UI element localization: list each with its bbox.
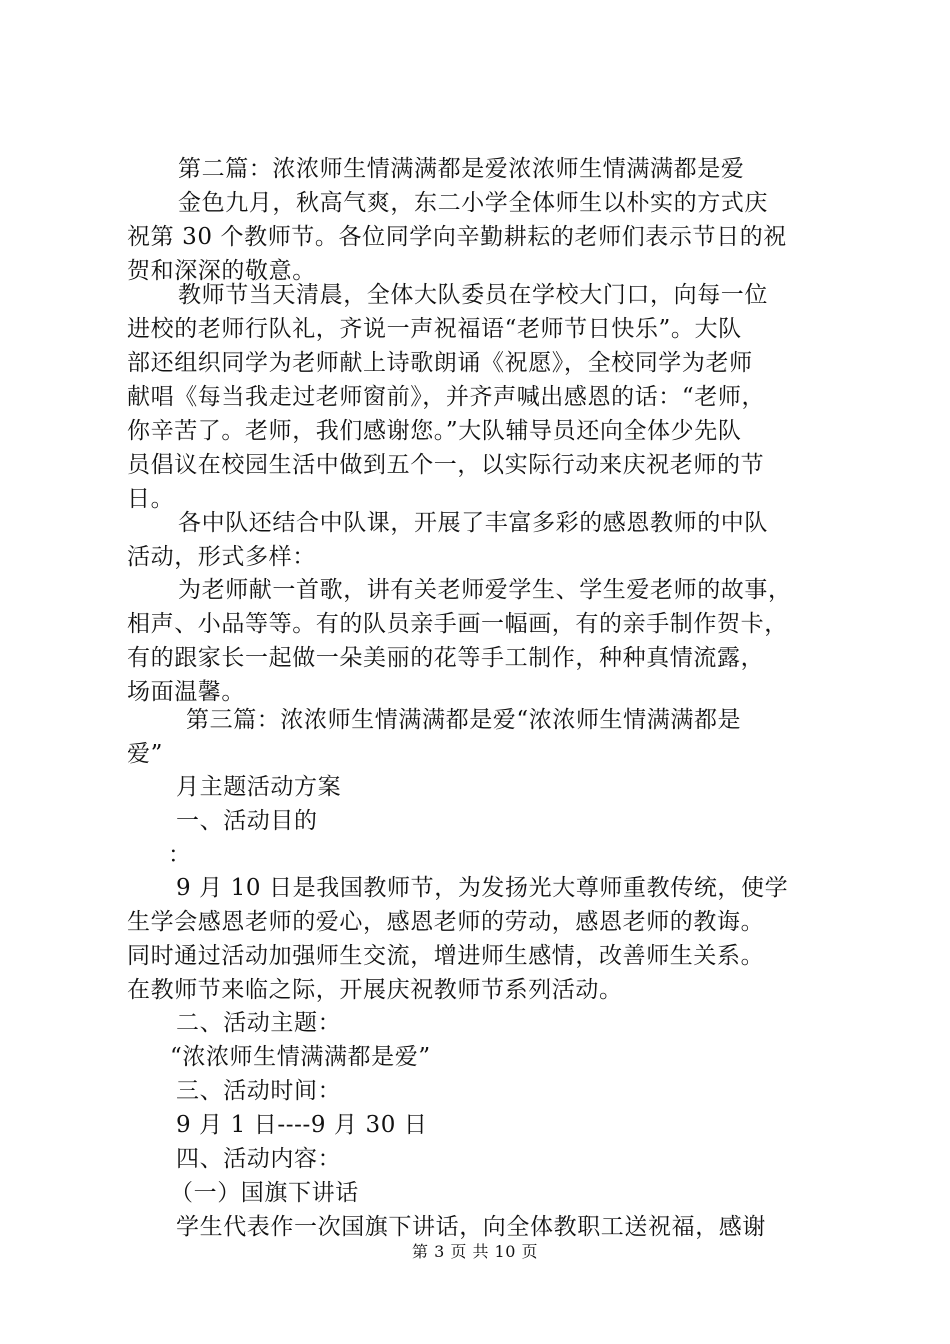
paragraph-line: 员倡议在校园生活中做到五个一，以实际行动来庆祝老师的节 <box>127 452 765 478</box>
paragraph-line: 金色九月，秋高气爽，东二小学全体师生以朴实的方式庆 <box>178 190 768 216</box>
heading-part-two: 第二篇：浓浓师生情满满都是爱浓浓师生情满满都是爱 <box>178 156 745 182</box>
section-heading: 二、活动主题： <box>176 1010 342 1036</box>
paragraph-line: 部还组织同学为老师献上诗歌朗诵《祝愿》，全校同学为老师 <box>127 350 753 376</box>
paragraph-line: 同时通过活动加强师生交流，增进师生感情，改善师生关系。 <box>127 943 765 969</box>
paragraph-line: 日。 <box>127 486 175 512</box>
paragraph-line: 你辛苦了。老师，我们感谢您。”大队辅导员还向全体少先队 <box>127 418 742 444</box>
paragraph-line: 生学会感恩老师的爱心，感恩老师的劳动，感恩老师的教诲。 <box>127 909 765 935</box>
paragraph-line: 爱” <box>127 741 163 767</box>
paragraph-line: 为老师献一首歌，讲有关老师爱学生、学生爱老师的故事， <box>178 577 792 603</box>
paragraph-line: 9 月 10 日是我国教师节，为发扬光大尊师重教传统，使学 <box>176 875 789 901</box>
paragraph-line: 在教师节来临之际，开展庆祝教师节系列活动。 <box>127 977 623 1003</box>
paragraph-line: 相声、小品等等。有的队员亲手画一幅画，有的亲手制作贺卡， <box>127 611 788 637</box>
paragraph-line: 活动，形式多样： <box>127 544 316 570</box>
plan-title: 月主题活动方案 <box>176 774 342 800</box>
paragraph-line: 场面温馨。 <box>127 679 245 705</box>
section-heading: 三、活动时间： <box>176 1078 342 1104</box>
paragraph-line: 有的跟家长一起做一朵美丽的花等手工制作，种种真情流露， <box>127 645 765 671</box>
subsection-heading: （一）国旗下讲话 <box>170 1180 359 1206</box>
paragraph-line: 献唱《每当我走过老师窗前》，并齐声喊出感恩的话：“老师， <box>127 384 766 410</box>
paragraph-line: 各中队还结合中队课，开展了丰富多彩的感恩教师的中队 <box>178 510 768 536</box>
paragraph-line: 祝第 30 个教师节。各位同学向辛勤耕耘的老师们表示节日的祝 <box>127 224 787 250</box>
paragraph-line: 贺和深深的敬意。 <box>127 258 316 284</box>
paragraph-line: 教师节当天清晨，全体大队委员在学校大门口，向每一位 <box>178 282 768 308</box>
heading-part-three: 第三篇：浓浓师生情满满都是爱“浓浓师生情满满都是 <box>186 707 742 733</box>
paragraph-line: 进校的老师行队礼，齐说一声祝福语“老师节日快乐”。大队 <box>127 316 742 342</box>
colon-line: ： <box>168 842 192 868</box>
section-heading: 一、活动目的 <box>176 808 318 834</box>
paragraph-line: 学生代表作一次国旗下讲话，向全体教职工送祝福，感谢 <box>176 1214 766 1240</box>
theme-line: “浓浓师生情满满都是爱” <box>170 1044 431 1070</box>
page-number-footer: 第 3 页 共 10 页 <box>412 1242 538 1261</box>
date-range-line: 9 月 1 日----9 月 30 日 <box>176 1112 428 1138</box>
section-heading: 四、活动内容： <box>176 1146 342 1172</box>
